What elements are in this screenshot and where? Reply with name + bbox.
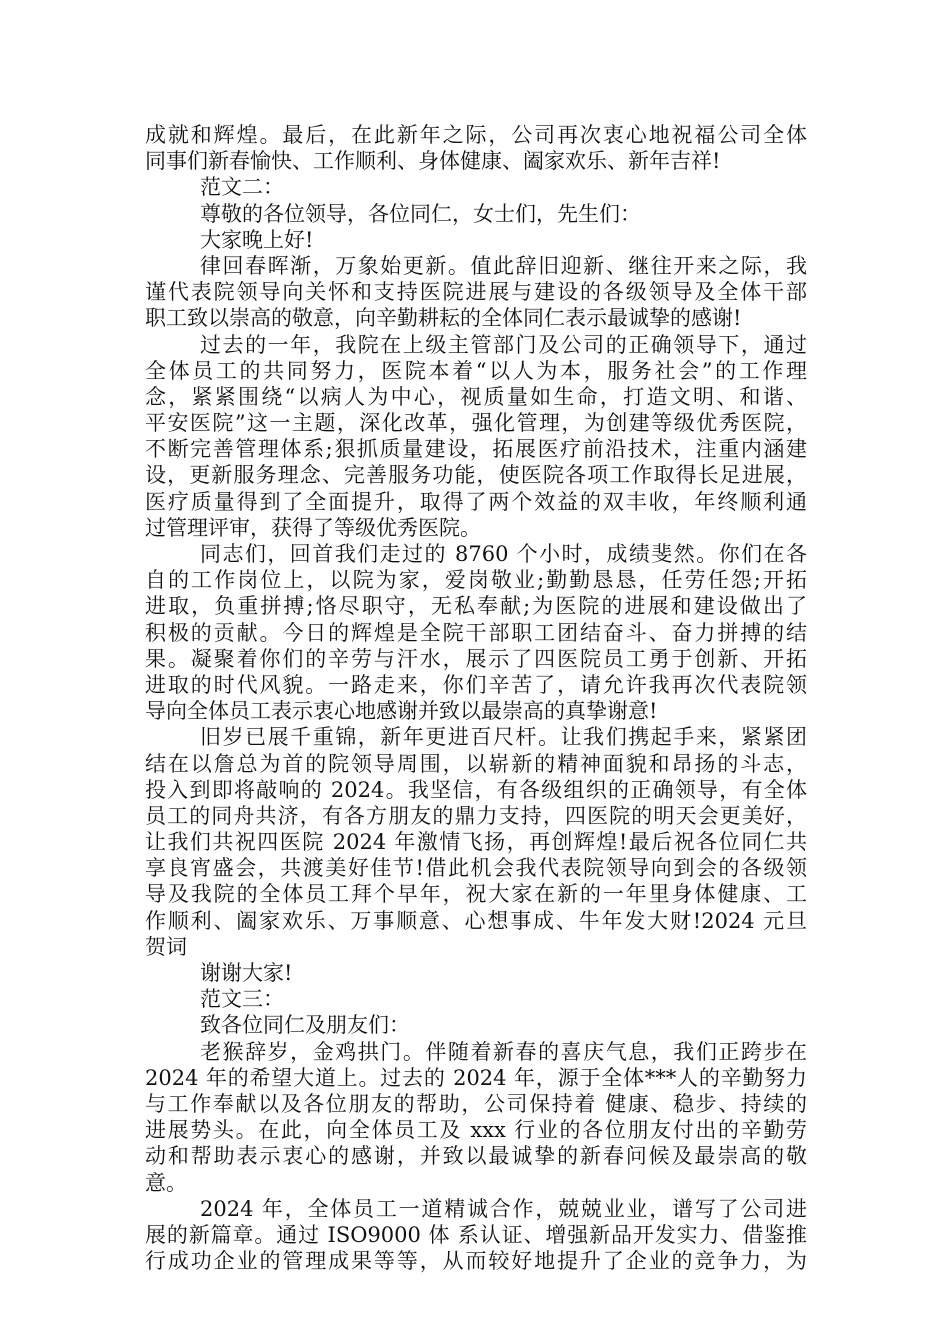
text-line: 念，紧紧围绕“以病人为中心，视质量如生命，打造文明、和谐、 xyxy=(145,384,807,409)
text-line: 让我们共祝四医院 2024 年激情飞扬，再创辉煌!最后祝各位同仁共 xyxy=(145,830,807,855)
text-line: 2024 年的希望大道上。过去的 2024 年，源于全体***人的辛勤努力 xyxy=(145,1065,807,1090)
text-line: 行成功企业的管理成果等等，从而较好地提升了企业的竞争力，为 xyxy=(145,1249,807,1274)
text-line: 大家晚上好! xyxy=(200,227,314,252)
text-line: 贺词 xyxy=(145,934,187,959)
text-line: 同志们，回首我们走过的 8760 个小时，成绩斐然。你们在各 xyxy=(200,542,807,566)
text-line: 旧岁已展千重锦，新年更进百尺杆。让我们携起手来，紧紧团 xyxy=(200,725,807,750)
text-line: 设，更新服务理念、完善服务功能，使医院各项工作取得长足进展， xyxy=(145,463,807,488)
text-line: 老猴辞岁，金鸡拱门。伴随着新春的喜庆气息，我们正跨步在 xyxy=(200,1039,807,1064)
text-line: 成就和辉煌。最后，在此新年之际，公司再次衷心地祝福公司全体 xyxy=(145,123,807,147)
text-line: 进取，负重拼搏;恪尽职守，无私奉献;为医院的进展和建设做出了 xyxy=(145,594,807,619)
text-line: 动和帮助表示衷心的感谢，并致以最诚挚的新春问候及最崇高的敬 xyxy=(145,1144,807,1169)
text-line: 全体员工的共同努力，医院本着“以人为本，服务社会”的工作理 xyxy=(145,358,807,383)
text-line: 医疗质量得到了全面提升，取得了两个效益的双丰收，年终顺利通 xyxy=(145,489,807,514)
text-line: 导向全体员工表示衷心地感谢并致以最崇高的真挚谢意! xyxy=(145,699,658,724)
text-line: 尊敬的各位领导，各位同仁，女士们，先生们： xyxy=(200,201,641,226)
text-line: 律回春晖渐，万象始更新。值此辞旧迎新、继往开来之际，我 xyxy=(200,253,807,278)
text-line: 意。 xyxy=(145,1170,187,1195)
text-line: 展的新篇章。通过 ISO9000 体 系认证、增强新品开发实力、借鉴推 xyxy=(145,1222,807,1247)
text-line: 过去的一年，我院在上级主管部门及公司的正确领导下，通过 xyxy=(200,332,807,357)
text-line: 进展势头。在此，向全体员工及 xxx 行业的各位朋友付出的辛勤劳 xyxy=(145,1118,807,1143)
text-line: 过管理评审，获得了等级优秀医院。 xyxy=(145,515,481,540)
text-line: 果。凝聚着你们的辛劳与汗水，展示了四医院员工勇于创新、开拓 xyxy=(145,646,807,671)
text-line: 积极的贡献。今日的辉煌是全院干部职工团结奋斗、奋力拼搏的结 xyxy=(145,620,807,645)
text-line: 同事们新春愉快、工作顺利、身体健康、阖家欢乐、新年吉祥! xyxy=(145,149,721,174)
text-line: 范文三： xyxy=(200,987,284,1012)
text-line: 谨代表院领导向关怀和支持医院进展与建设的各级领导及全体干部 xyxy=(145,280,807,305)
text-line: 与工作奉献以及各位朋友的帮助，公司保持着 健康、稳步、持续的 xyxy=(145,1091,807,1116)
text-line: 2024 年，全体员工一道精诚合作，兢兢业业，谱写了公司进 xyxy=(200,1196,807,1221)
text-line: 平安医院”这一主题，深化改革，强化管理，为创建等级优秀医院， xyxy=(145,411,807,436)
text-line: 范文二： xyxy=(200,175,284,200)
text-line: 导及我院的全体员工拜个早年，祝大家在新的一年里身体健康、工 xyxy=(145,882,807,907)
document-body xyxy=(145,122,807,1274)
text-line: 自的工作岗位上，以院为家，爱岗敬业;勤勤恳恳，任劳任怨;开拓 xyxy=(145,568,807,593)
text-line: 享良宵盛会，共渡美好佳节!借此机会我代表院领导向到会的各级领 xyxy=(145,856,807,881)
text-line: 谢谢大家! xyxy=(200,961,293,985)
text-line: 致各位同仁及朋友们： xyxy=(200,1013,410,1038)
text-line: 作顺利、阖家欢乐、万事顺意、心想事成、牛年发大财!2024 元旦 xyxy=(145,908,807,933)
text-line: 不断完善管理体系;狠抓质量建设，拓展医疗前沿技术，注重内涵建 xyxy=(145,437,807,462)
text-line: 结在以詹总为首的院领导周围，以崭新的精神面貌和昂扬的斗志， xyxy=(145,751,807,776)
text-line: 职工致以崇高的敬意，向辛勤耕耘的全体同仁表示最诚挚的感谢! xyxy=(145,306,742,331)
text-line: 投入到即将敲响的 2024。我坚信，有各级组织的正确领导，有全体 xyxy=(145,777,807,802)
text-line: 员工的同舟共济，有各方朋友的鼎力支持，四医院的明天会更美好， xyxy=(145,803,807,828)
text-line: 进取的时代风貌。一路走来，你们辛苦了，请允许我再次代表院领 xyxy=(145,672,807,697)
